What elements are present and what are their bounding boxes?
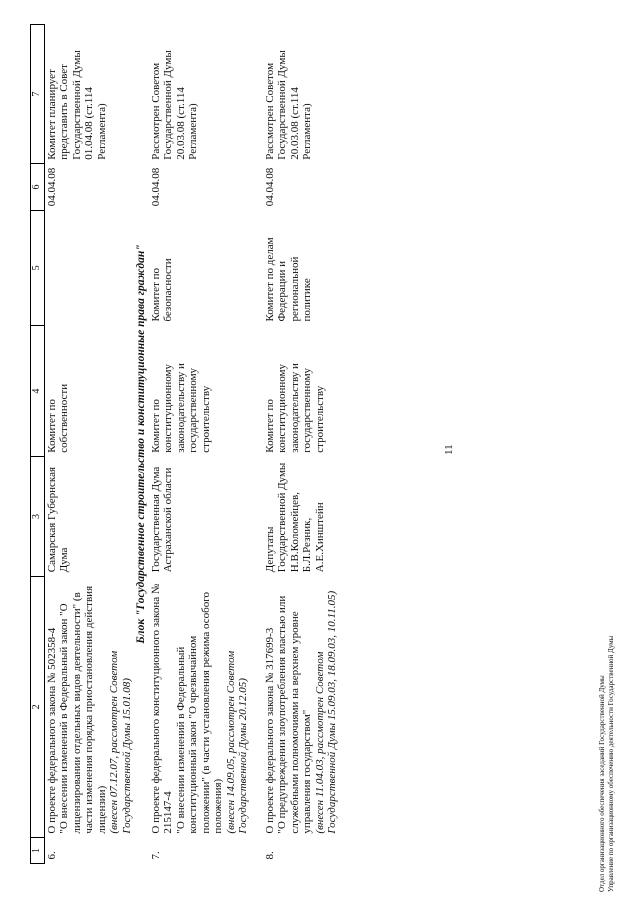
col-header-1: 1 [31,838,45,864]
bills-table [30,24,340,864]
bill-author: Самарская Губернская Дума [45,466,70,573]
bill-description [44,576,134,837]
bill-note: (внесен 11.04.03, рассмотрен Советом Государственной Думы 15.09.03, 18.09.03, 10.11.05) [313,590,338,834]
col-header-2: 2 [31,576,45,837]
bill-description [263,576,340,837]
block-heading-row [134,25,149,864]
bill-author: Депутаты Государственной Думы Н.В.Коломейцев, Б.Л.Резник, А.Е.Хинштейн [263,462,326,573]
row-spacer [251,25,263,864]
bill-status: Рассмотрен Советом Государственной Думы 20.03.08 (ст.114 Регламента) [149,50,199,160]
row-number: 6. [45,851,58,860]
bill-author: Государственная Дума Астраханской области [149,466,174,573]
bill-note: (внесен 07.12.07, рассмотрен Советом Государственной Думы 15.01.08) [108,650,133,834]
bill-body: "О внесении изменений в Федеральный закон "О лицензировании отдельных видов деятельности" (в части изменения порядка приостановления действия лицензии) [58,585,108,834]
table-row [263,25,340,864]
footer-line: Управление по организационному обеспечению деятельности Государственной Думы [607,635,615,892]
bill-note: (внесен 14.09.05, рассмотрен Советом Государственной Думы 20.12.05) [224,650,249,834]
col-header-7: 7 [31,25,45,164]
footer [598,636,616,892]
co-committee: Комитет по безопасности [149,258,174,322]
row-number: 8. [263,851,276,860]
responsible-committee: Комитет по собственности [45,383,70,453]
bill-title: О проекте федерального закона № 502358-4 [45,627,58,834]
responsible-committee: Комитет по конституционному законодательству и государственному строительству [263,363,326,453]
bill-body: "О внесении изменений в Федеральный конституционный закон "О чрезвычайном положении" (в части установления режима особого положения) [174,592,224,834]
col-header-6: 6 [31,164,45,211]
co-committee [44,210,134,325]
co-committee: Комитет по делам Федерации и региональной политике [263,237,313,322]
col-header-4: 4 [31,326,45,457]
block-title: Блок "Государственное строительство и конституционные права граждан" [135,244,147,644]
table-row [149,25,251,864]
responsible-committee: Комитет по конституционному законодательству и государственному строительству [149,363,212,453]
deadline-date: 04.04.08 [263,167,276,207]
bill-description [149,576,251,837]
page-number: 11 [443,444,455,455]
deadline-date: 04.04.08 [45,167,58,207]
footer-line: Отдел организационного обеспечения заседаний Государственной Думы [598,675,606,892]
column-number-header [31,25,45,864]
deadline-date: 04.04.08 [149,167,162,207]
bill-body: "О предупреждении злоупотребления властью или служебными полномочиями на верхнем уровне управления государством" [276,595,313,834]
table-row [44,25,134,864]
bill-status: Комитет планирует представить в Совет Государственной Думы 01.04.08 (ст.114 Регламента) [45,50,108,160]
bill-title: О проекте федерального закона № 317699-3 [263,627,276,834]
col-header-3: 3 [31,457,45,577]
bill-title: О проекте федерального конституционного закона № 215147-4 [149,583,174,834]
col-header-5: 5 [31,210,45,325]
bill-status: Рассмотрен Советом Государственной Думы 20.03.08 (ст.114 Регламента) [263,50,313,160]
row-number: 7. [149,851,162,860]
